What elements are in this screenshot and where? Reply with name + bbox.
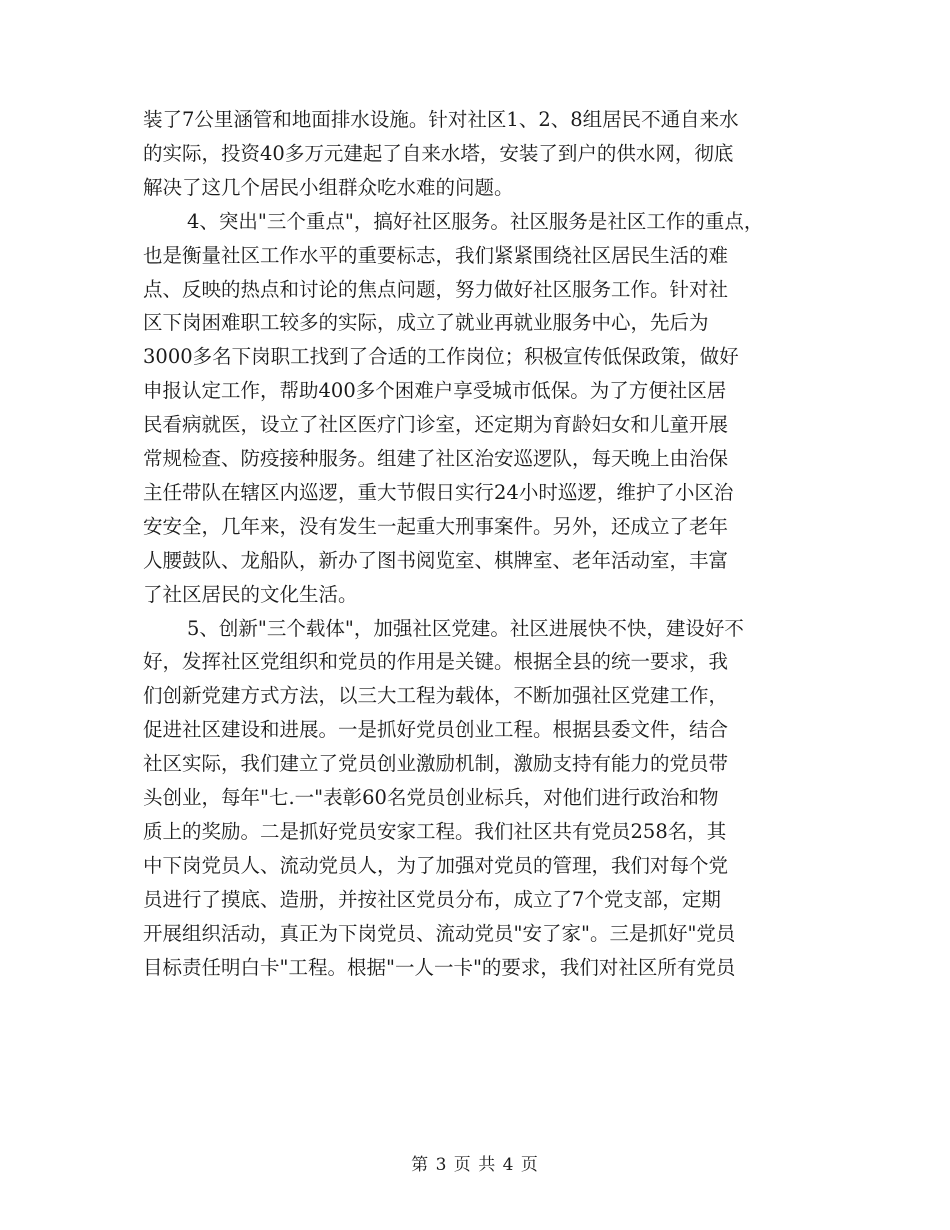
text-line: 头创业，每年"七.一"表彰60名党员创业标兵，对他们进行政治和物	[143, 786, 719, 809]
text-line: 的实际，投资40多万元建起了自来水塔，安装了到户的供水网，彻底	[143, 142, 734, 165]
text-line: 人腰鼓队、龙船队，新办了图书阅览室、棋牌室、老年活动室，丰富	[143, 549, 729, 572]
text-line: 中下岗党员人、流动党员人，为了加强对党员的管理，我们对每个党	[143, 854, 729, 877]
text-line: 了社区居民的文化生活。	[143, 583, 358, 606]
text-line: 促进社区建设和进展。一是抓好党员创业工程。根据县委文件，结合	[143, 718, 729, 741]
text-line: 主任带队在辖区内巡逻，重大节假日实行24小时巡逻，维护了小区治	[143, 481, 734, 504]
text-line: 民看病就医，设立了社区医疗门诊室，还定期为育龄妇女和儿童开展	[143, 413, 729, 436]
text-line: 员进行了摸底、造册，并按社区党员分布，成立了7个党支部，定期	[143, 888, 721, 911]
page-number-footer: 第 3 页 共 4 页	[411, 1155, 539, 1175]
text-line: 也是衡量社区工作水平的重要标志，我们紧紧围绕社区居民生活的难	[143, 244, 729, 267]
text-line: 安安全，几年来，没有发生一起重大刑事案件。另外，还成立了老年	[143, 515, 729, 538]
text-line: 装了7公里涵管和地面排水设施。针对社区1、2、8组居民不通自来水	[143, 108, 739, 131]
text-line: 点、反映的热点和讨论的焦点问题，努力做好社区服务工作。针对社	[143, 278, 729, 301]
text-line: 好，发挥社区党组织和党员的作用是关键。根据全县的统一要求，我	[143, 650, 729, 673]
text-line: 目标责任明白卡"工程。根据"一人一卡"的要求，我们对社区所有党员	[143, 956, 736, 979]
text-line: 解决了这几个居民小组群众吃水难的问题。	[143, 176, 514, 199]
text-line: 社区实际，我们建立了党员创业激励机制，激励支持有能力的党员带	[143, 752, 729, 775]
paragraph-start-line: 4、突出"三个重点"，搞好社区服务。社区服务是社区工作的重点，	[187, 210, 764, 233]
text-line: 开展组织活动，真正为下岗党员、流动党员"安了家"。三是抓好"党员	[143, 922, 736, 945]
text-line: 质上的奖励。二是抓好党员安家工程。我们社区共有党员258名，其	[143, 820, 727, 843]
text-line: 3000多名下岗职工找到了合适的工作岗位；积极宣传低保政策，做好	[143, 345, 739, 368]
text-line: 区下岗困难职工较多的实际，成立了就业再就业服务中心，先后为	[143, 311, 709, 334]
text-line: 常规检查、防疫接种服务。组建了社区治安巡逻队，每天晚上由治保	[143, 447, 729, 470]
paragraph-start-line: 5、创新"三个载体"，加强社区党建。社区进展快不快，建设好不	[187, 617, 744, 640]
text-line: 申报认定工作，帮助400多个困难户享受城市低保。为了方便社区居	[143, 379, 727, 402]
text-line: 们创新党建方式方法，以三大工程为载体，不断加强社区党建工作，	[143, 684, 729, 707]
